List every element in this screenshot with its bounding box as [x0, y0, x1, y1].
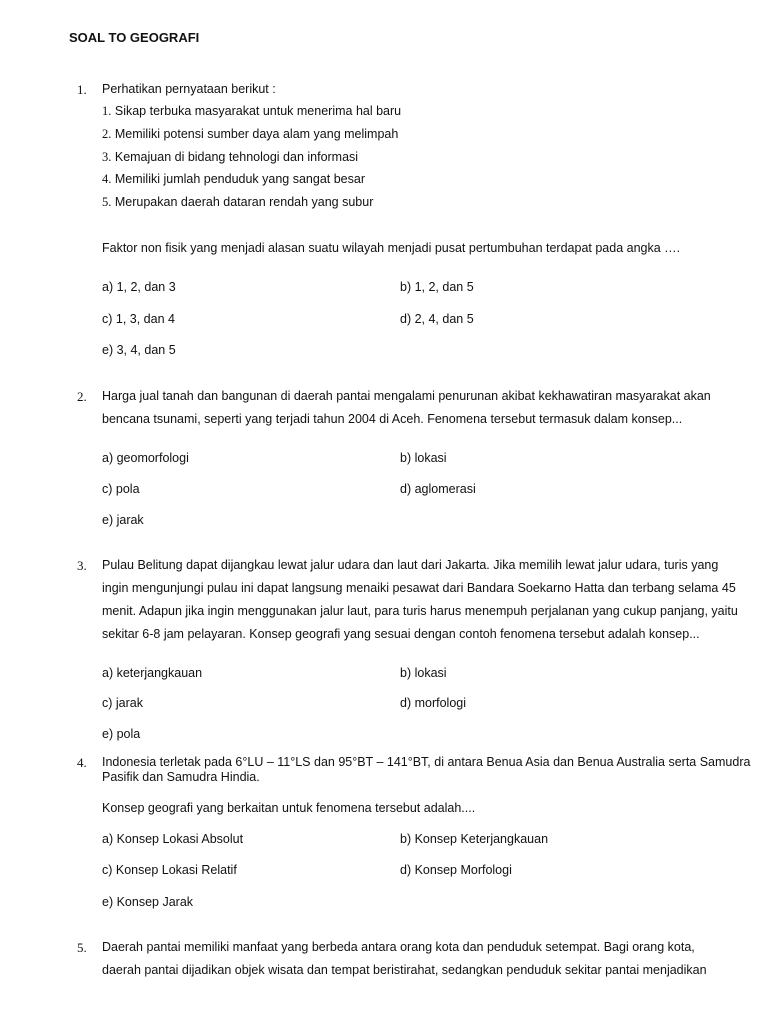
option-d[interactable]: d) aglomerasi — [400, 482, 476, 496]
question-text: Konsep geografi yang berkaitan untuk fenomena tersebut adalah.... — [102, 801, 476, 815]
statement-number: 1. — [102, 104, 112, 118]
statement-number: 4. — [102, 172, 112, 186]
option-c[interactable]: c) pola — [102, 482, 140, 496]
statement-text: Memiliki potensi sumber daya alam yang melimpah — [114, 127, 399, 141]
question-line: Indonesia terletak pada 6°LU – 11°LS dan 95°BT – 141°BT, di antara Benua Asia dan Benua Australia serta Samudra — [102, 755, 751, 769]
statement-text: Memiliki jumlah penduduk yang sangat besar — [114, 172, 365, 186]
option-e[interactable]: e) 3, 4, dan 5 — [102, 343, 176, 357]
statement-item — [102, 195, 373, 210]
statement-text: Sikap terbuka masyarakat untuk menerima hal baru — [114, 104, 402, 118]
option-b[interactable]: b) lokasi — [400, 666, 447, 680]
question-number: 2. — [77, 389, 87, 404]
option-a[interactable]: a) geomorfologi — [102, 451, 189, 465]
statement-text: Merupakan daerah dataran rendah yang subur — [114, 195, 374, 209]
question-line: daerah pantai dijadikan objek wisata dan tempat beristirahat, sedangkan penduduk sekitar pantai menjadikan — [102, 963, 707, 977]
question-line: Harga jual tanah dan bangunan di daerah pantai mengalami penurunan akibat kekhawatiran masyarakat akan — [102, 389, 711, 403]
question-text: Faktor non fisik yang menjadi alasan suatu wilayah menjadi pusat pertumbuhan terdapat pada angka …. — [102, 241, 681, 255]
option-d[interactable]: d) Konsep Morfologi — [400, 863, 512, 877]
option-b[interactable]: b) lokasi — [400, 451, 447, 465]
question-line: Daerah pantai memiliki manfaat yang berbeda antara orang kota dan penduduk setempat. Bagi orang kota, — [102, 940, 695, 954]
statement-text: Kemajuan di bidang tehnologi dan informasi — [114, 150, 359, 164]
option-d[interactable]: d) 2, 4, dan 5 — [400, 312, 474, 326]
question-line: bencana tsunami, seperti yang terjadi tahun 2004 di Aceh. Fenomena tersebut termasuk dalam konsep... — [102, 412, 683, 426]
statement-item — [102, 127, 398, 142]
question-line: menit. Adapun jika ingin menggunakan jalur laut, para turis harus menempuh perjalanan yang cukup panjang, yaitu — [102, 604, 738, 618]
option-c[interactable]: c) 1, 3, dan 4 — [102, 312, 175, 326]
question-number: 5. — [77, 940, 87, 955]
question-line: ingin mengunjungi pulau ini dapat langsung menaiki pesawat dari Bandara Soekarno Hatta dan terbang selama 45 — [102, 581, 736, 595]
option-c[interactable]: c) Konsep Lokasi Relatif — [102, 863, 237, 877]
question-number: 4. — [77, 755, 87, 770]
page-title: SOAL TO GEOGRAFI — [69, 30, 200, 45]
question-line: Pulau Belitung dapat dijangkau lewat jalur udara dan laut dari Jakarta. Jika memilih lewat jalur udara, turis yang — [102, 558, 719, 572]
option-b[interactable]: b) Konsep Keterjangkauan — [400, 832, 549, 846]
statement-number: 2. — [102, 127, 112, 141]
option-b[interactable]: b) 1, 2, dan 5 — [400, 280, 474, 294]
question-line: Pasifik dan Samudra Hindia. — [102, 770, 260, 784]
option-a[interactable]: a) Konsep Lokasi Absolut — [102, 832, 244, 846]
question-number: 3. — [77, 558, 87, 573]
question-number: 1. — [77, 82, 87, 97]
option-c[interactable]: c) jarak — [102, 696, 143, 710]
statement-number: 5. — [102, 195, 112, 209]
option-a[interactable]: a) keterjangkauan — [102, 666, 203, 680]
option-e[interactable]: e) pola — [102, 727, 141, 741]
option-e[interactable]: e) Konsep Jarak — [102, 895, 194, 909]
option-a[interactable]: a) 1, 2, dan 3 — [102, 280, 176, 294]
statement-item — [102, 172, 365, 187]
statement-number: 3. — [102, 150, 112, 164]
statement-item — [102, 150, 358, 165]
question-intro: Perhatikan pernyataan berikut : — [102, 82, 276, 96]
option-e[interactable]: e) jarak — [102, 513, 144, 527]
statement-item — [102, 104, 401, 119]
option-d[interactable]: d) morfologi — [400, 696, 466, 710]
question-line: sekitar 6-8 jam pelayaran. Konsep geografi yang sesuai dengan contoh fenomena tersebut adalah konsep... — [102, 627, 700, 641]
